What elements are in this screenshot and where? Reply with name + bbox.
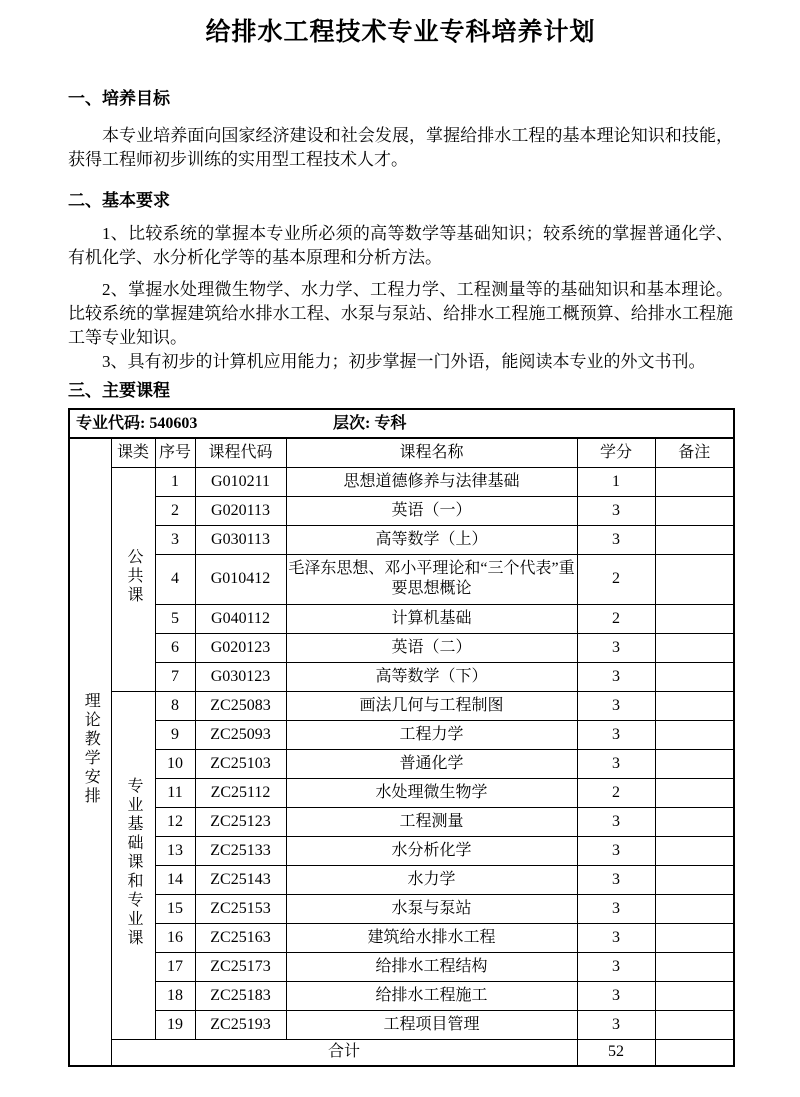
course-code-cell: G030113 (195, 525, 286, 554)
course-code-cell: G010412 (195, 554, 286, 604)
table-row (69, 778, 734, 807)
table-row (69, 720, 734, 749)
table-row (69, 604, 734, 633)
course-name-cell: 普通化学 (286, 749, 577, 778)
theory-teaching-cell (69, 438, 111, 1066)
course-code-cell: ZC25103 (195, 749, 286, 778)
table-row (69, 662, 734, 691)
course-no-cell: 15 (155, 894, 195, 923)
course-credits-cell: 3 (577, 720, 655, 749)
course-note-cell (655, 836, 734, 865)
table-row (69, 496, 734, 525)
course-no-cell: 14 (155, 865, 195, 894)
theory-teaching-label: 理论教学安排 (82, 692, 100, 806)
course-credits-cell: 3 (577, 807, 655, 836)
table-row (69, 749, 734, 778)
course-credits-cell: 2 (577, 778, 655, 807)
table-meta-row (69, 409, 734, 438)
course-credits-cell: 3 (577, 662, 655, 691)
course-code-cell: ZC25123 (195, 807, 286, 836)
course-code-cell: ZC25143 (195, 865, 286, 894)
course-code-cell: G020113 (195, 496, 286, 525)
header-code: 课程代码 (195, 438, 286, 467)
course-name-cell: 思想道德修养与法律基础 (286, 467, 577, 496)
table-row (69, 554, 734, 604)
course-name-cell: 高等数学（下） (286, 662, 577, 691)
table-row (69, 525, 734, 554)
course-code-cell: ZC25093 (195, 720, 286, 749)
course-name-cell: 工程项目管理 (286, 1010, 577, 1039)
course-credits-cell: 3 (577, 496, 655, 525)
table-total-row (69, 1039, 734, 1066)
course-credits-cell: 3 (577, 525, 655, 554)
table-row (69, 633, 734, 662)
course-code-cell: G040112 (195, 604, 286, 633)
course-no-cell: 1 (155, 467, 195, 496)
course-credits-cell: 3 (577, 1010, 655, 1039)
table-row (69, 836, 734, 865)
table-row (69, 923, 734, 952)
course-code-cell: ZC25153 (195, 894, 286, 923)
course-no-cell: 6 (155, 633, 195, 662)
course-credits-cell: 3 (577, 894, 655, 923)
course-no-cell: 12 (155, 807, 195, 836)
course-name-cell: 计算机基础 (286, 604, 577, 633)
course-name-cell: 给排水工程结构 (286, 952, 577, 981)
header-no: 序号 (155, 438, 195, 467)
course-no-cell: 4 (155, 554, 195, 604)
course-note-cell (655, 894, 734, 923)
course-code-cell: ZC25133 (195, 836, 286, 865)
course-no-cell: 11 (155, 778, 195, 807)
course-no-cell: 10 (155, 749, 195, 778)
course-table (68, 408, 735, 1067)
level-label: 层次: 专科 (333, 414, 407, 432)
course-credits-cell: 1 (577, 467, 655, 496)
course-no-cell: 8 (155, 691, 195, 720)
course-code-cell: ZC25173 (195, 952, 286, 981)
course-code-cell: ZC25163 (195, 923, 286, 952)
course-no-cell: 19 (155, 1010, 195, 1039)
course-note-cell (655, 952, 734, 981)
table-row (69, 467, 734, 496)
course-note-cell (655, 691, 734, 720)
table-row (69, 691, 734, 720)
course-credits-cell: 3 (577, 952, 655, 981)
course-note-cell (655, 749, 734, 778)
table-row (69, 952, 734, 981)
course-code-cell: G030123 (195, 662, 286, 691)
course-credits-cell: 3 (577, 981, 655, 1010)
course-name-cell: 画法几何与工程制图 (286, 691, 577, 720)
course-code-cell: G010211 (195, 467, 286, 496)
section-heading-objectives: 一、培养目标 (68, 89, 170, 108)
course-note-cell (655, 604, 734, 633)
header-name: 课程名称 (286, 438, 577, 467)
course-name-cell: 英语（二） (286, 633, 577, 662)
major-code-label: 专业代码: 540603 (76, 414, 198, 432)
header-category: 课类 (111, 438, 155, 467)
course-no-cell: 16 (155, 923, 195, 952)
course-name-cell: 水分析化学 (286, 836, 577, 865)
course-note-cell (655, 554, 734, 604)
course-credits-cell: 3 (577, 691, 655, 720)
course-no-cell: 5 (155, 604, 195, 633)
course-note-cell (655, 865, 734, 894)
course-no-cell: 18 (155, 981, 195, 1010)
course-category-label: 公共课 (125, 547, 142, 605)
course-name-cell: 给排水工程施工 (286, 981, 577, 1010)
course-credits-cell: 3 (577, 923, 655, 952)
course-name-cell: 水力学 (286, 865, 577, 894)
course-note-cell (655, 720, 734, 749)
course-credits-cell: 3 (577, 865, 655, 894)
header-note: 备注 (655, 438, 734, 467)
course-category-cell (111, 467, 155, 691)
course-note-cell (655, 496, 734, 525)
total-credits: 52 (577, 1039, 655, 1066)
paragraph-requirement-2: 2、掌握水处理微生物学、水力学、工程力学、工程测量等的基础知识和基本理论。比较系统的掌握建筑给水排水工程、水泵与泵站、给排水工程施工概预算、给排水工程施工等专业知识。 (68, 280, 733, 347)
course-category-label: 专业基础课和专业课 (125, 776, 142, 948)
course-table-body (69, 409, 734, 1066)
course-name-cell: 建筑给水排水工程 (286, 923, 577, 952)
course-note-cell (655, 981, 734, 1010)
course-note-cell (655, 778, 734, 807)
table-row (69, 981, 734, 1010)
total-label: 合计 (111, 1039, 577, 1066)
course-note-cell (655, 807, 734, 836)
course-name-cell: 水处理微生物学 (286, 778, 577, 807)
course-no-cell: 9 (155, 720, 195, 749)
header-credits: 学分 (577, 438, 655, 467)
course-credits-cell: 3 (577, 633, 655, 662)
course-note-cell (655, 633, 734, 662)
course-name-cell: 高等数学（上） (286, 525, 577, 554)
course-code-cell: ZC25193 (195, 1010, 286, 1039)
course-name-cell: 毛泽东思想、邓小平理论和“三个代表”重要思想概论 (286, 554, 577, 604)
course-name-cell: 英语（一） (286, 496, 577, 525)
course-credits-cell: 2 (577, 554, 655, 604)
page-title: 给排水工程技术专业专科培养计划 (205, 17, 596, 46)
course-code-cell: ZC25083 (195, 691, 286, 720)
course-note-cell (655, 467, 734, 496)
course-code-cell: G020123 (195, 633, 286, 662)
table-row (69, 894, 734, 923)
course-no-cell: 7 (155, 662, 195, 691)
course-no-cell: 13 (155, 836, 195, 865)
course-code-cell: ZC25112 (195, 778, 286, 807)
course-no-cell: 3 (155, 525, 195, 554)
course-name-cell: 工程测量 (286, 807, 577, 836)
table-row (69, 1010, 734, 1039)
course-note-cell (655, 923, 734, 952)
course-name-cell: 工程力学 (286, 720, 577, 749)
course-note-cell (655, 662, 734, 691)
total-note (655, 1039, 734, 1066)
course-name-cell: 水泵与泵站 (286, 894, 577, 923)
course-credits-cell: 2 (577, 604, 655, 633)
course-no-cell: 17 (155, 952, 195, 981)
course-no-cell: 2 (155, 496, 195, 525)
table-row (69, 865, 734, 894)
course-note-cell (655, 1010, 734, 1039)
course-credits-cell: 3 (577, 836, 655, 865)
course-note-cell (655, 525, 734, 554)
table-header-row (69, 438, 734, 467)
course-category-cell (111, 691, 155, 1039)
paragraph-objectives: 本专业培养面向国家经济建设和社会发展，掌握给排水工程的基本理论知识和技能，获得工程师初步训练的实用型工程技术人才。 (68, 126, 733, 169)
course-credits-cell: 3 (577, 749, 655, 778)
paragraph-requirement-3: 3、具有初步的计算机应用能力；初步掌握一门外语，能阅读本专业的外文书刊。 (102, 352, 706, 371)
section-heading-courses: 三、主要课程 (68, 381, 170, 400)
course-code-cell: ZC25183 (195, 981, 286, 1010)
paragraph-requirement-1: 1、比较系统的掌握本专业所必须的高等数学等基础知识；较系统的掌握普通化学、有机化学、水分析化学等的基本原理和分析方法。 (68, 224, 733, 267)
section-heading-requirements: 二、基本要求 (68, 191, 170, 210)
table-row (69, 807, 734, 836)
